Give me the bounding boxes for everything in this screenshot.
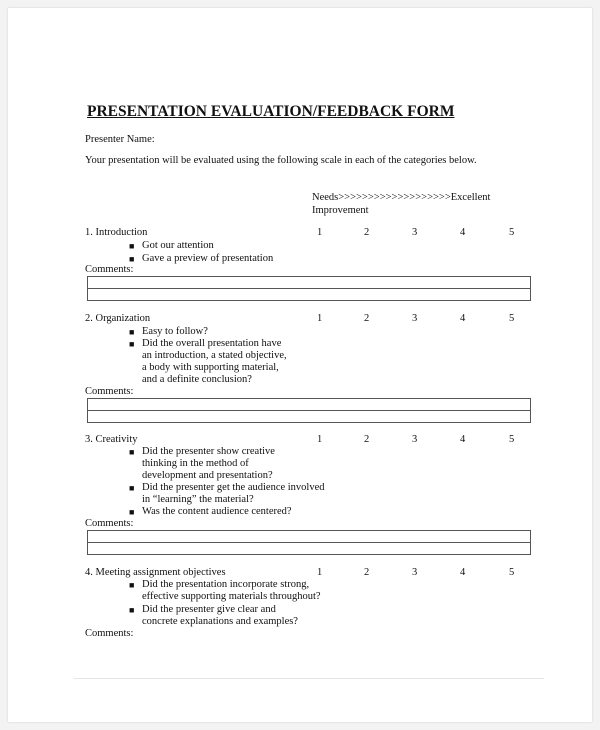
scale-value: 3 <box>412 434 418 445</box>
scale-value: 3 <box>412 313 418 324</box>
scale-value: 2 <box>364 567 370 578</box>
section-heading: 2. Organization <box>85 313 151 324</box>
scale-value: 1 <box>317 434 323 445</box>
form-title: PRESENTATION EVALUATION/FEEDBACK FORM <box>87 103 455 120</box>
scale-value: 5 <box>509 227 515 238</box>
scale-intro-text: Your presentation will be evaluated using the following scale in each of the categories below. <box>85 155 477 166</box>
bullet-icon: ■ <box>129 605 135 615</box>
section-heading: 1. Introduction <box>85 227 148 238</box>
bullet-text: concrete explanations and examples? <box>142 616 298 627</box>
presenter-name-label: Presenter Name: <box>85 134 155 145</box>
bullet-text: in “learning” the material? <box>142 494 254 505</box>
bullet-icon: ■ <box>129 447 135 457</box>
bullet-icon: ■ <box>129 580 135 590</box>
comments-label: Comments: <box>85 628 134 639</box>
scale-value: 2 <box>364 227 370 238</box>
scale-header-line2: Improvement <box>312 205 369 216</box>
bullet-text: Did the overall presentation have <box>142 338 282 349</box>
bullet-icon: ■ <box>129 254 135 264</box>
section-heading: 4. Meeting assignment objectives <box>85 567 226 578</box>
bullet-text: Was the content audience centered? <box>142 506 292 517</box>
scale-value: 4 <box>460 567 466 578</box>
scale-value: 5 <box>509 313 515 324</box>
bullet-icon: ■ <box>129 483 135 493</box>
scale-value: 5 <box>509 567 515 578</box>
scale-value: 4 <box>460 313 466 324</box>
bullet-text: a body with supporting material, <box>142 362 279 373</box>
comments-label: Comments: <box>85 518 134 529</box>
bullet-text: Easy to follow? <box>142 326 208 337</box>
bullet-text: and a definite conclusion? <box>142 374 252 385</box>
bullet-text: thinking in the method of <box>142 458 249 469</box>
form-page <box>8 8 592 722</box>
scale-value: 1 <box>317 313 323 324</box>
scale-value: 2 <box>364 313 370 324</box>
bullet-text: Did the presentation incorporate strong, <box>142 579 310 590</box>
comments-box[interactable] <box>87 530 531 555</box>
bullet-text: development and presentation? <box>142 470 273 481</box>
comments-label: Comments: <box>85 386 134 397</box>
bullet-text: Did the presenter give clear and <box>142 604 276 615</box>
bullet-text: Gave a preview of presentation <box>142 253 274 264</box>
scale-header-line1: Needs>>>>>>>>>>>>>>>>>>>Excellent <box>312 192 491 203</box>
bullet-text: Got our attention <box>142 240 214 251</box>
comments-label: Comments: <box>85 264 134 275</box>
bullet-text: effective supporting materials throughout? <box>142 591 321 602</box>
bullet-text: Did the presenter show creative <box>142 446 275 457</box>
bullet-text: an introduction, a stated objective, <box>142 350 287 361</box>
page-divider <box>74 678 544 679</box>
scale-value: 3 <box>412 567 418 578</box>
bullet-icon: ■ <box>129 507 135 517</box>
comments-box[interactable] <box>87 276 531 301</box>
bullet-icon: ■ <box>129 339 135 349</box>
scale-value: 5 <box>509 434 515 445</box>
bullet-icon: ■ <box>129 241 135 251</box>
scale-value: 2 <box>364 434 370 445</box>
scale-value: 1 <box>317 227 323 238</box>
scale-value: 1 <box>317 567 323 578</box>
comments-box[interactable] <box>87 398 531 423</box>
section-heading: 3. Creativity <box>85 434 138 445</box>
scale-value: 3 <box>412 227 418 238</box>
bullet-icon: ■ <box>129 327 135 337</box>
bullet-text: Did the presenter get the audience involved <box>142 482 325 493</box>
scale-value: 4 <box>460 434 466 445</box>
scale-value: 4 <box>460 227 466 238</box>
